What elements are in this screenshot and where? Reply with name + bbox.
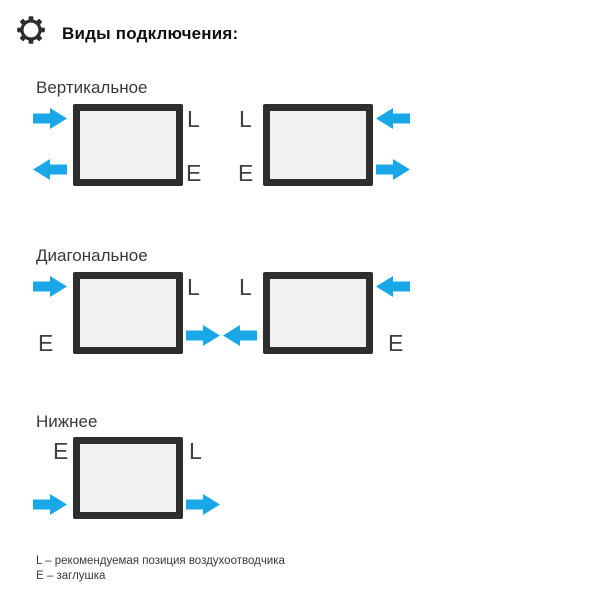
page-title: Виды подключения: [62, 24, 239, 43]
port-label: L [187, 274, 200, 300]
arrow-left-icon [33, 159, 67, 180]
port-label: L [189, 438, 202, 464]
port-label: E [38, 330, 54, 356]
section-label-bottom: Нижнее [36, 412, 98, 431]
radiator-rect [73, 104, 183, 186]
port-label: L [239, 106, 252, 132]
section-label-diagonal: Диагональное [36, 246, 148, 265]
legend-line-plug: E – заглушка [36, 570, 106, 582]
port-label: E [53, 438, 69, 464]
section-label-vertical: Вертикальное [36, 78, 148, 97]
arrow-left-icon [223, 325, 257, 346]
arrow-right-icon [33, 276, 67, 297]
radiator-rect [73, 272, 183, 354]
port-label: L [239, 274, 252, 300]
radiator-rect [263, 272, 373, 354]
arrow-right-icon [33, 108, 67, 129]
port-label: E [186, 160, 202, 186]
arrow-right-icon [33, 494, 67, 515]
arrow-left-icon [376, 108, 410, 129]
legend-line-air-vent: L – рекомендуемая позиция воздухоотводчика [36, 555, 285, 567]
gear-icon [16, 15, 46, 45]
radiator-rect [73, 437, 183, 519]
arrow-right-icon [186, 494, 220, 515]
port-label: E [388, 330, 404, 356]
arrow-right-icon [376, 159, 410, 180]
arrow-left-icon [376, 276, 410, 297]
radiator-rect [263, 104, 373, 186]
arrow-right-icon [186, 325, 220, 346]
port-label: E [238, 160, 254, 186]
port-label: L [187, 106, 200, 132]
